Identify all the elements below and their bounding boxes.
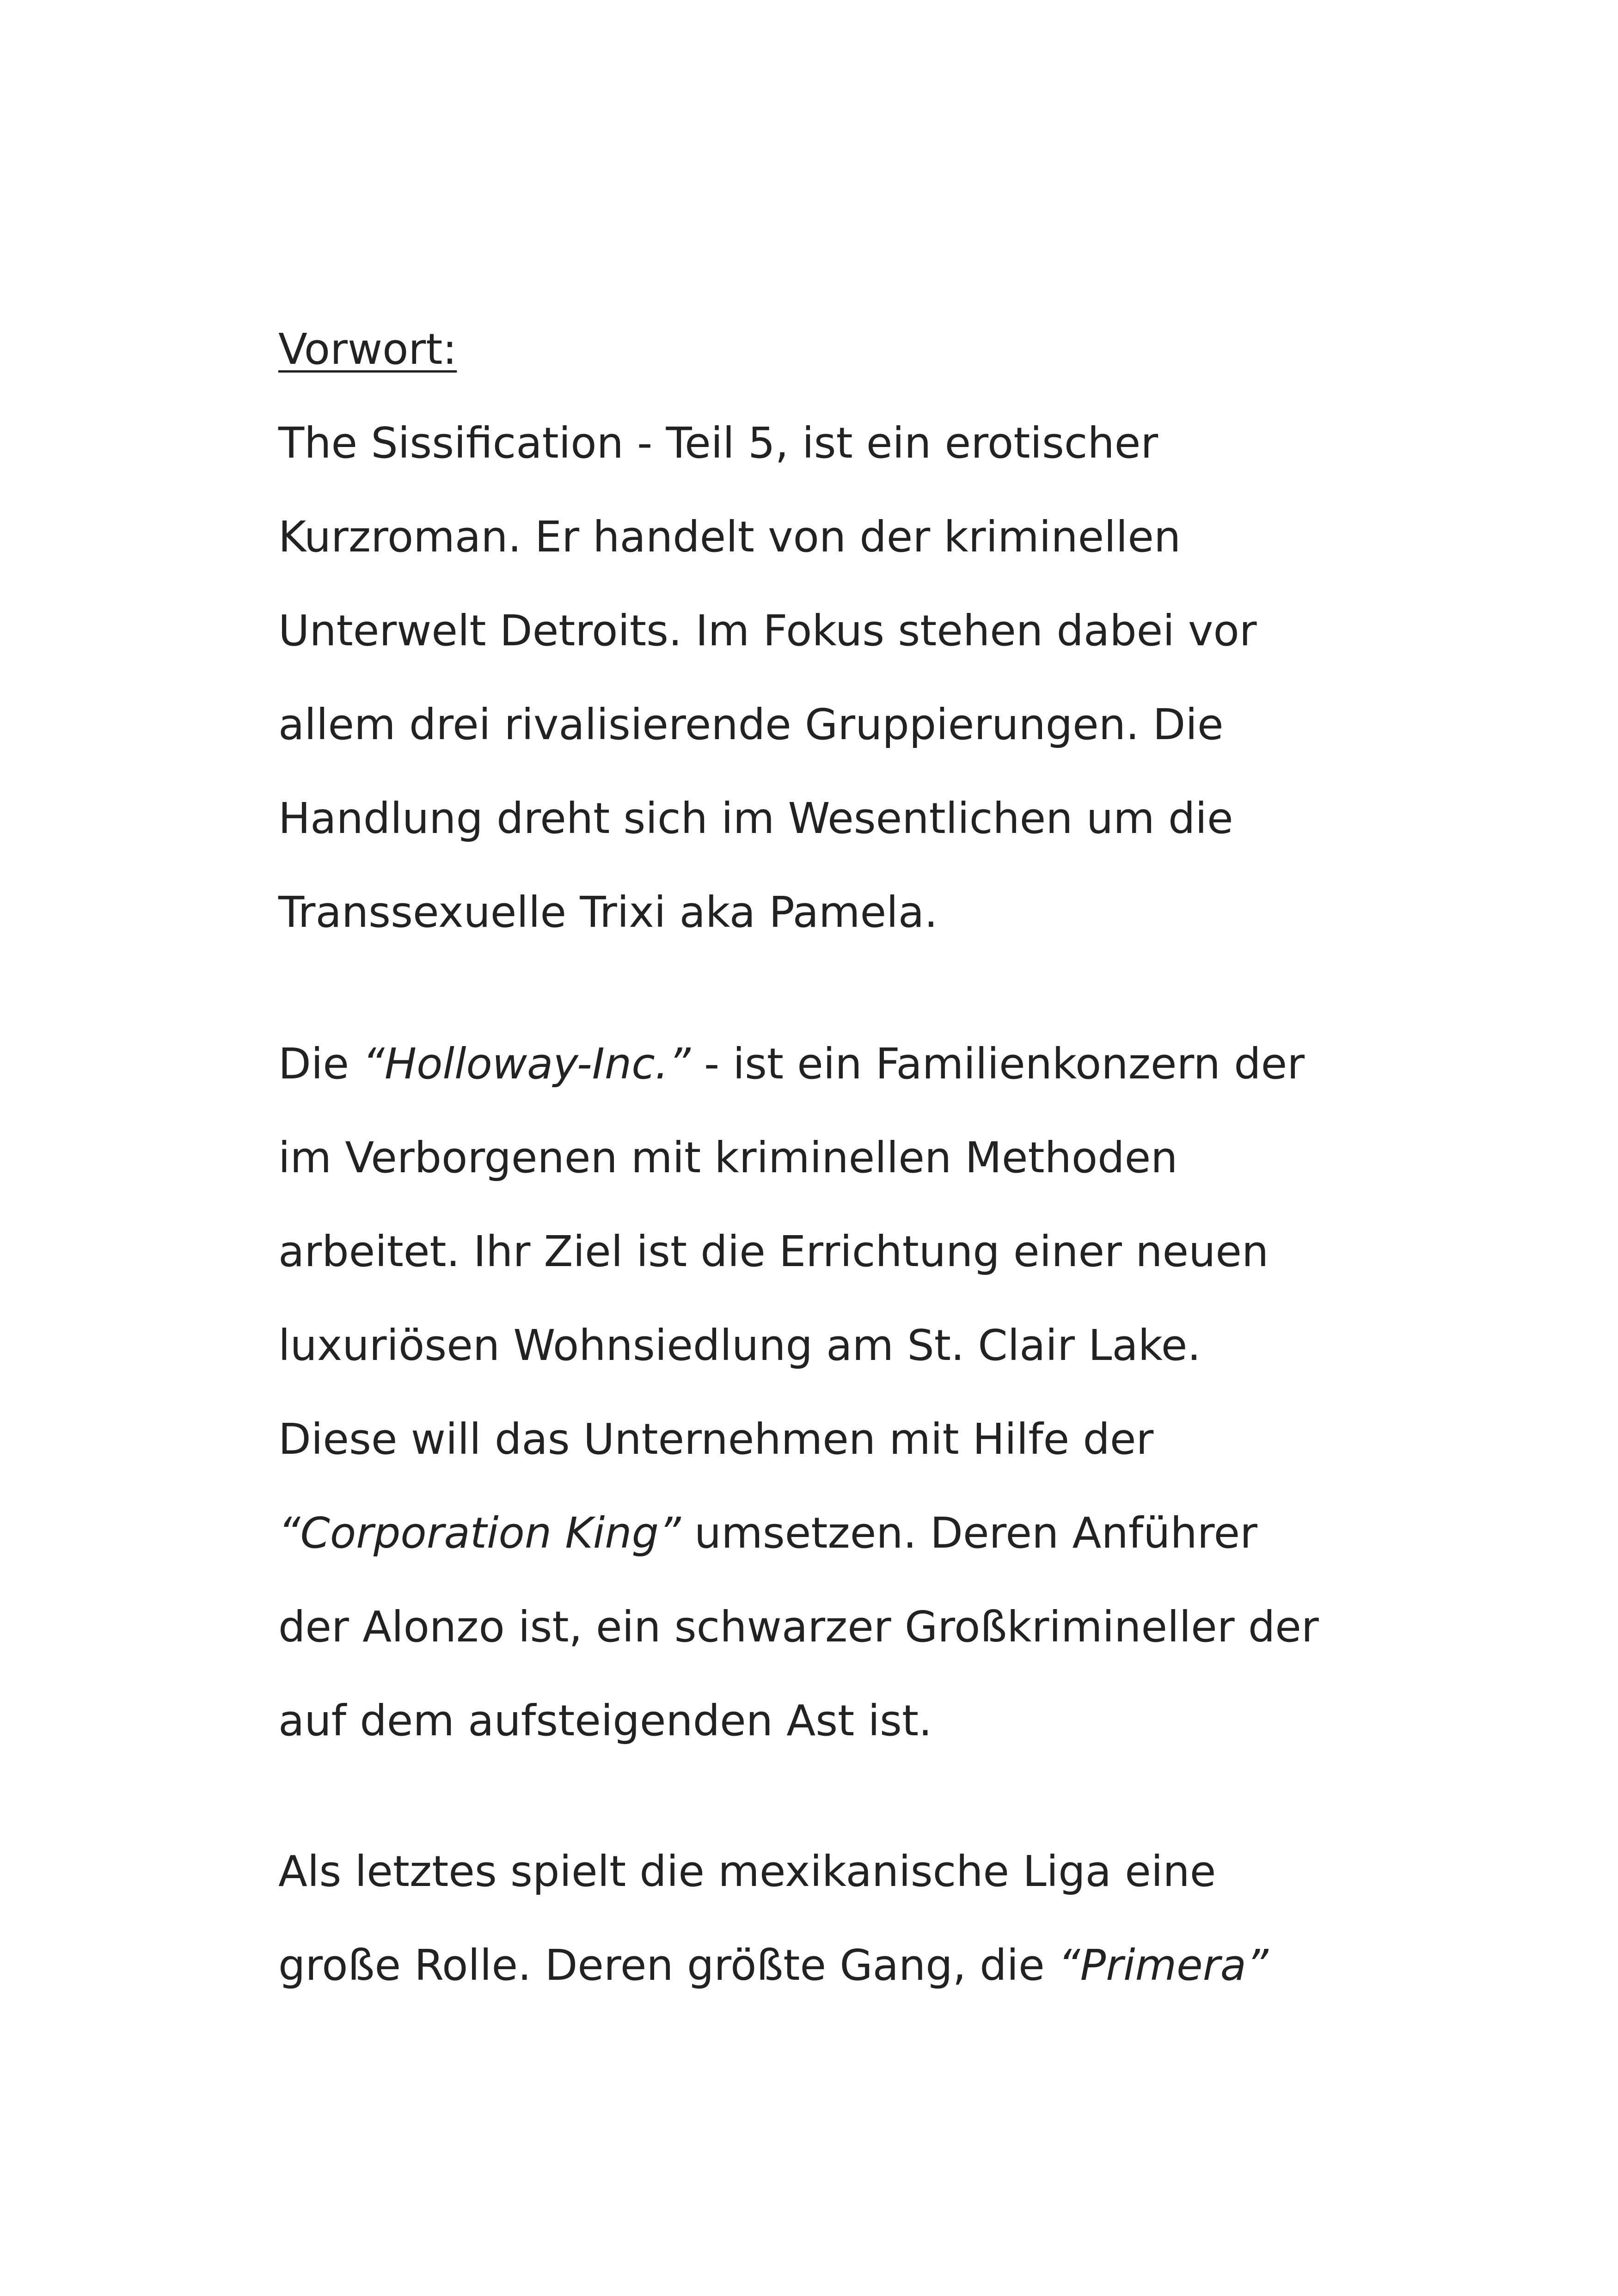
text-line: allem drei rivalisierende Gruppierungen. Die [278,700,1224,749]
text-segment: Die [278,1039,363,1089]
text-segment: große Rolle. Deren größte Gang, die [278,1941,1058,1990]
company-name-corporation-king: “Corporation King” [278,1508,681,1558]
paragraph-liga [278,1825,1388,2012]
heading-text: Vorwort: [278,325,457,374]
paragraph-holloway [278,1017,1388,1768]
text-line [278,1017,1388,1111]
text-line: Handlung dreht sich im Wesentlichen um die [278,794,1233,843]
preface-heading [278,302,1388,396]
paragraph-intro [278,396,1388,959]
text-line: Als letztes spielt die mexikanische Liga eine [278,1847,1216,1896]
text-segment: - ist ein Familienkonzern der [690,1039,1305,1089]
text-line [278,1918,1388,2012]
text-line: im Verborgenen mit kriminellen Methoden [278,1133,1178,1182]
text-line: arbeitet. Ihr Ziel ist die Errichtung einer neuen [278,1227,1269,1276]
text-line: der Alonzo ist, ein schwarzer Großkrimineller der [278,1602,1319,1652]
text-line: auf dem aufsteigenden Ast ist. [278,1696,932,1745]
text-line: Kurzroman. Er handelt von der kriminellen [278,512,1181,562]
text-line: Unterwelt Detroits. Im Fokus stehen dabei vor [278,606,1257,655]
company-name-holloway: “Holloway-Inc.” [362,1039,691,1089]
gang-name-primera: “Primera” [1058,1941,1269,1990]
text-segment: umsetzen. Deren Anführer [680,1508,1257,1558]
text-line: The Sissification - Teil 5, ist ein erotischer [278,418,1158,468]
text-line: Diese will das Unternehmen mit Hilfe der [278,1414,1154,1464]
text-line: Transsexuelle Trixi aka Pamela. [278,888,938,937]
text-line [278,1486,1388,1580]
text-line: luxuriösen Wohnsiedlung am St. Clair Lake. [278,1321,1201,1370]
